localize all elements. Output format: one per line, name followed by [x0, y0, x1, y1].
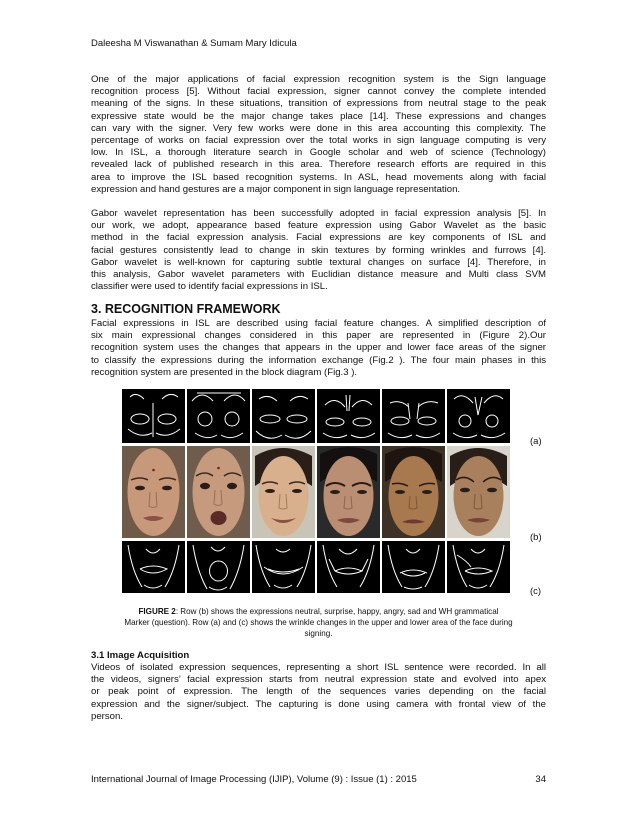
- face-photo-surprise: [187, 446, 250, 538]
- face-photo-angry: [317, 446, 380, 538]
- figure-caption: [91, 606, 546, 639]
- page-number: 34: [535, 774, 546, 785]
- caption-text: Marker (question). Row (a) and (c) shows the wrinkle changes in the upper and lower area of the face during: [124, 618, 513, 627]
- text-line: Facial expressions in ISL are described using facial feature changes. A simplified description of: [91, 318, 546, 329]
- text-line: expressive state would be the major change takes place [14]. These expressions and changes: [91, 110, 546, 122]
- text-line: expression and hand gestures are a major component in sign language representation.: [91, 183, 461, 195]
- text-line: expression and the signer/subject. The capturing is done using camera with frontal view of the: [91, 698, 546, 710]
- text-line: Videos of isolated expression sequences, representing a short ISL sentence were recorded. In all: [91, 662, 546, 673]
- caption-text: : Row (b) shows the expressions neutral, surprise, happy, angry, sad and WH grammatical: [175, 607, 499, 616]
- text-line: percentage of works on facial expression over the total works in sign language computing is very: [91, 135, 546, 147]
- text-line: this analysis, Gabor wavelet parameters with Euclidian distance measure and Multi class SVM: [91, 269, 546, 281]
- paragraph-1: [91, 74, 546, 196]
- text-line: area to improve the ISL based recognition systems. In ASL, head movements along with facial: [91, 171, 546, 183]
- edge-map-image: [122, 541, 185, 593]
- text-line: method in the facial expression analysis. Facial expressions are key components of ISL and: [91, 232, 546, 244]
- text-line: revealed lack of published research in this area. Therefore research efforts are required in this: [91, 159, 546, 171]
- text-line: low. In ISL, a thorough literature search in Google scholar and web of science (Technology): [91, 147, 546, 159]
- text-line: person.: [91, 710, 123, 722]
- text-line: can vary with the signer. Very few works were done in this area accounting this complexity. The: [91, 122, 546, 134]
- edge-map-image: [317, 389, 380, 443]
- face-photo-wh-question: [447, 446, 510, 538]
- edge-map-image: [252, 541, 315, 593]
- text-line: Gabor wavelet is well-known for capturing subtle textural changes on surface [4]. Therefore, in: [91, 256, 546, 268]
- row-label-b: (b): [530, 532, 542, 543]
- subsection-heading: 3.1 Image Acquisition: [91, 650, 190, 661]
- text-line: six main expressional changes considered in this paper are represented in (Figure 2).Our: [91, 330, 546, 342]
- face-photo-sad: [382, 446, 445, 538]
- figure-row-upper-edges: [122, 389, 510, 443]
- face-photo-happy: [252, 446, 315, 538]
- subsection-3-1-text: [91, 662, 546, 723]
- edge-map-image: [187, 389, 250, 443]
- text-line: classifier were used to identify facial expressions in ISL.: [91, 281, 328, 293]
- text-line: recognition process [5]. Without facial expression, signer cannot convey the complete intended: [91, 86, 546, 98]
- text-line: recognition system are presented in the block diagram (Fig.3 ).: [91, 366, 358, 378]
- edge-map-image: [122, 389, 185, 443]
- text-line: One of the major applications of facial expression recognition system is the Sign language: [91, 74, 546, 85]
- page-footer: [91, 774, 546, 785]
- row-label-c: (c): [530, 586, 542, 597]
- text-line: our work, we adopt, appearance based feature expression using Gabor Wavelet as the basic: [91, 220, 546, 232]
- face-photo-neutral: [122, 446, 185, 538]
- paragraph-2: [91, 208, 546, 293]
- section-3-text: [91, 318, 546, 379]
- edge-map-image: [447, 389, 510, 443]
- text-line: the videos, signers’ facial expression starts from neutral expression state and evolved into apex: [91, 674, 546, 686]
- edge-map-image: [447, 541, 510, 593]
- journal-citation: International Journal of Image Processing (IJIP), Volume (9) : Issue (1) : 2015: [91, 774, 417, 785]
- caption-text: signing.: [304, 629, 333, 638]
- text-line: recognition system uses the changes that appears in the upper and lower face areas of the signer: [91, 342, 546, 354]
- row-label-a: (a): [530, 436, 542, 447]
- text-line: or peak point of expression. The length of the sequences varies depending on the facial: [91, 686, 546, 698]
- edge-map-image: [382, 541, 445, 593]
- text-line: facial gestures consistently lead to change in skin textures by forming wrinkles and furrows [4].: [91, 244, 546, 256]
- figure-row-faces: [122, 446, 510, 538]
- figure-row-lower-edges: [122, 541, 510, 593]
- caption-label: FIGURE 2: [138, 607, 176, 616]
- edge-map-image: [187, 541, 250, 593]
- edge-map-image: [252, 389, 315, 443]
- edge-map-image: [317, 541, 380, 593]
- edge-map-image: [382, 389, 445, 443]
- section-heading: 3. RECOGNITION FRAMEWORK: [91, 302, 281, 316]
- text-line: to classify the expressions during the information exchange (Fig.2 ). The four main phases in this: [91, 354, 546, 366]
- text-line: Gabor wavelet representation has been successfully adopted in facial expression analysis [5]. In: [91, 208, 546, 219]
- text-line: meaning of the signs. In these situations, transition of expressions from neutral stage to the peak: [91, 98, 546, 110]
- running-header: Daleesha M Viswanathan & Sumam Mary Idicula: [91, 38, 297, 49]
